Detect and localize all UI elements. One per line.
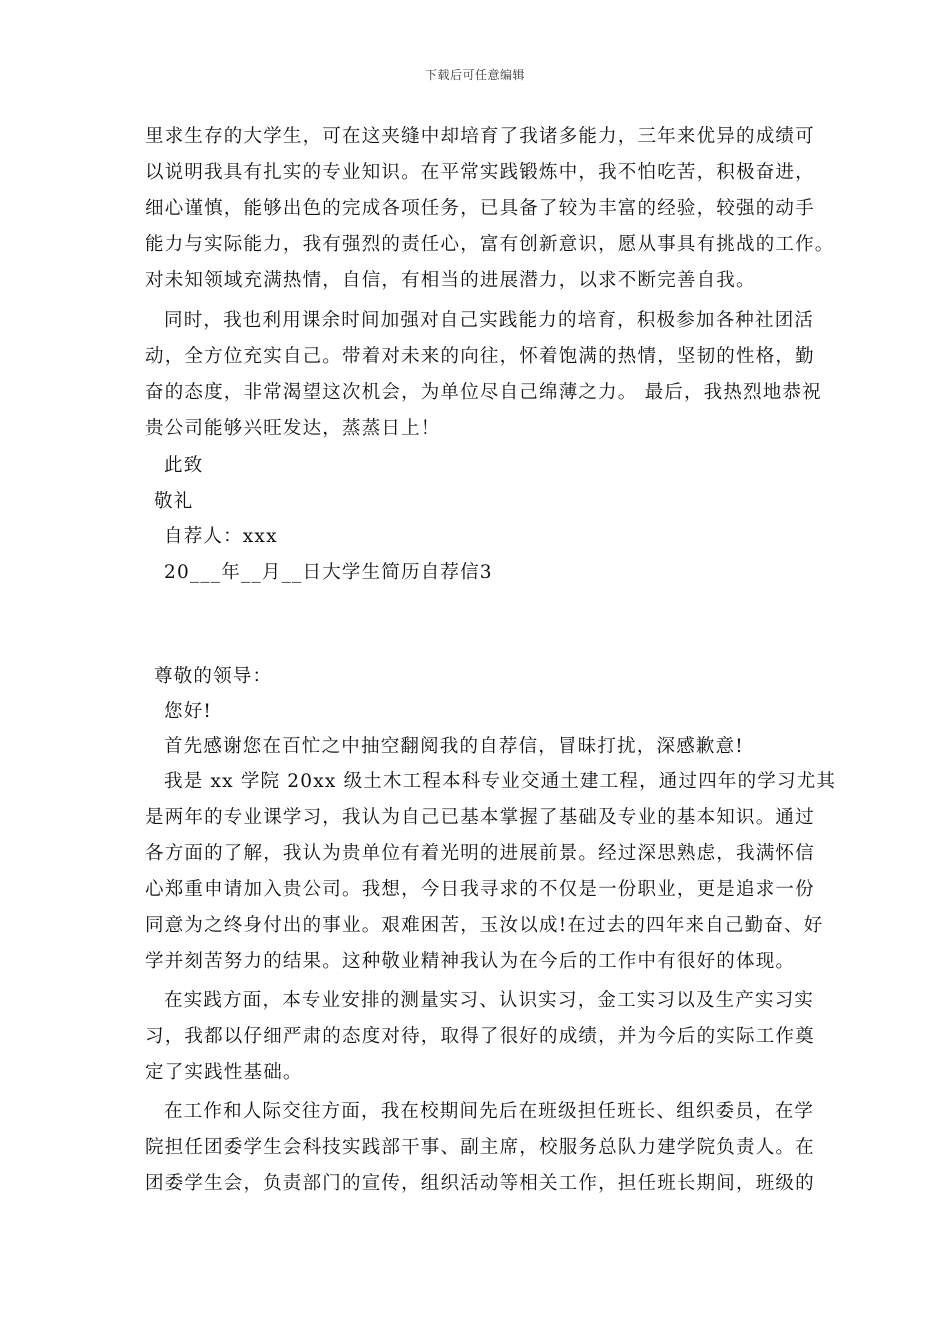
body-line: 以说明我具有扎实的专业知识。在平常实践锻炼中，我不怕吃苦，积极奋进，: [145, 162, 815, 183]
signature: 自荐人：xxx: [164, 526, 278, 547]
body-line: 里求生存的大学生，可在这夹缝中却培育了我诸多能力，三年来优异的成绩可: [145, 126, 815, 147]
body-line: 能力与实际能力，我有强烈的责任心，富有创新意识，愿从事具有挑战的工作。: [145, 234, 835, 255]
date-and-title: 20___年__月__日大学生简历自荐信3: [164, 562, 493, 583]
body-line: 我是 xx 学院 20xx 级土木工程本科专业交通土建工程，通过四年的学习尤其: [164, 771, 837, 792]
body-line: 动，全方位充实自己。带着对未来的向往，怀着饱满的热情，坚韧的性格，勤: [145, 346, 815, 367]
body-line: 习，我都以仔细严肃的态度对待，取得了很好的成绩，并为今后的实际工作奠: [145, 1026, 815, 1047]
body-line: 是两年的专业课学习，我认为自己已基本掌握了基础及专业的基本知识。通过: [145, 807, 815, 828]
body-line: 学并刻苦努力的结果。这种敬业精神我认为在今后的工作中有很好的体现。: [145, 951, 796, 972]
body-line: 同意为之终身付出的事业。艰难困苦，玉汝以成!在过去的四年来自己勤奋、好: [145, 915, 824, 936]
body-line: 贵公司能够兴旺发达，蒸蒸日上！: [145, 418, 441, 439]
body-line: 团委学生会，负责部门的宣传，组织活动等相关工作，担任班长期间，班级的: [145, 1173, 815, 1194]
body-line: 各方面的了解，我认为贵单位有着光明的进展前景。经过深思熟虑，我满怀信: [145, 843, 815, 864]
greeting: 尊敬的领导：: [154, 666, 273, 687]
body-line: 在工作和人际交往方面，我在校期间先后在班级担任班长、组织委员，在学: [164, 1101, 815, 1122]
body-line: 细心谨慎，能够出色的完成各项任务，已具备了较为丰富的经验，较强的动手: [145, 198, 815, 219]
body-line: 同时，我也利用课余时间加强对自己实践能力的培育，积极参加各种社团活: [164, 310, 815, 331]
closing-salutation: 此致: [164, 455, 204, 476]
greeting-hello: 您好!: [164, 701, 213, 722]
body-line: 奋的态度，非常渴望这次机会，为单位尽自己绵薄之力。 最后，我热烈地恭祝: [145, 382, 822, 403]
body-line: 院担任团委学生会科技实践部干事、副主席，校服务总队力建学院负责人。在: [145, 1137, 815, 1158]
body-line: 定了实践性基础。: [145, 1062, 303, 1083]
body-line: 对未知领域充满热情，自信，有相当的进展潜力，以求不断完善自我。: [145, 270, 756, 291]
header-note: 下载后可任意编辑: [424, 68, 525, 82]
body-line: 在实践方面，本专业安排的测量实习、认识实习，金工实习以及生产实习实: [164, 990, 815, 1011]
closing-regards: 敬礼: [154, 491, 194, 512]
body-line: 心郑重申请加入贵公司。我想，今日我寻求的不仅是一份职业，更是追求一份: [145, 879, 815, 900]
body-line: 首先感谢您在百忙之中抽空翻阅我的自荐信，冒昧打扰，深感歉意!: [164, 736, 744, 757]
